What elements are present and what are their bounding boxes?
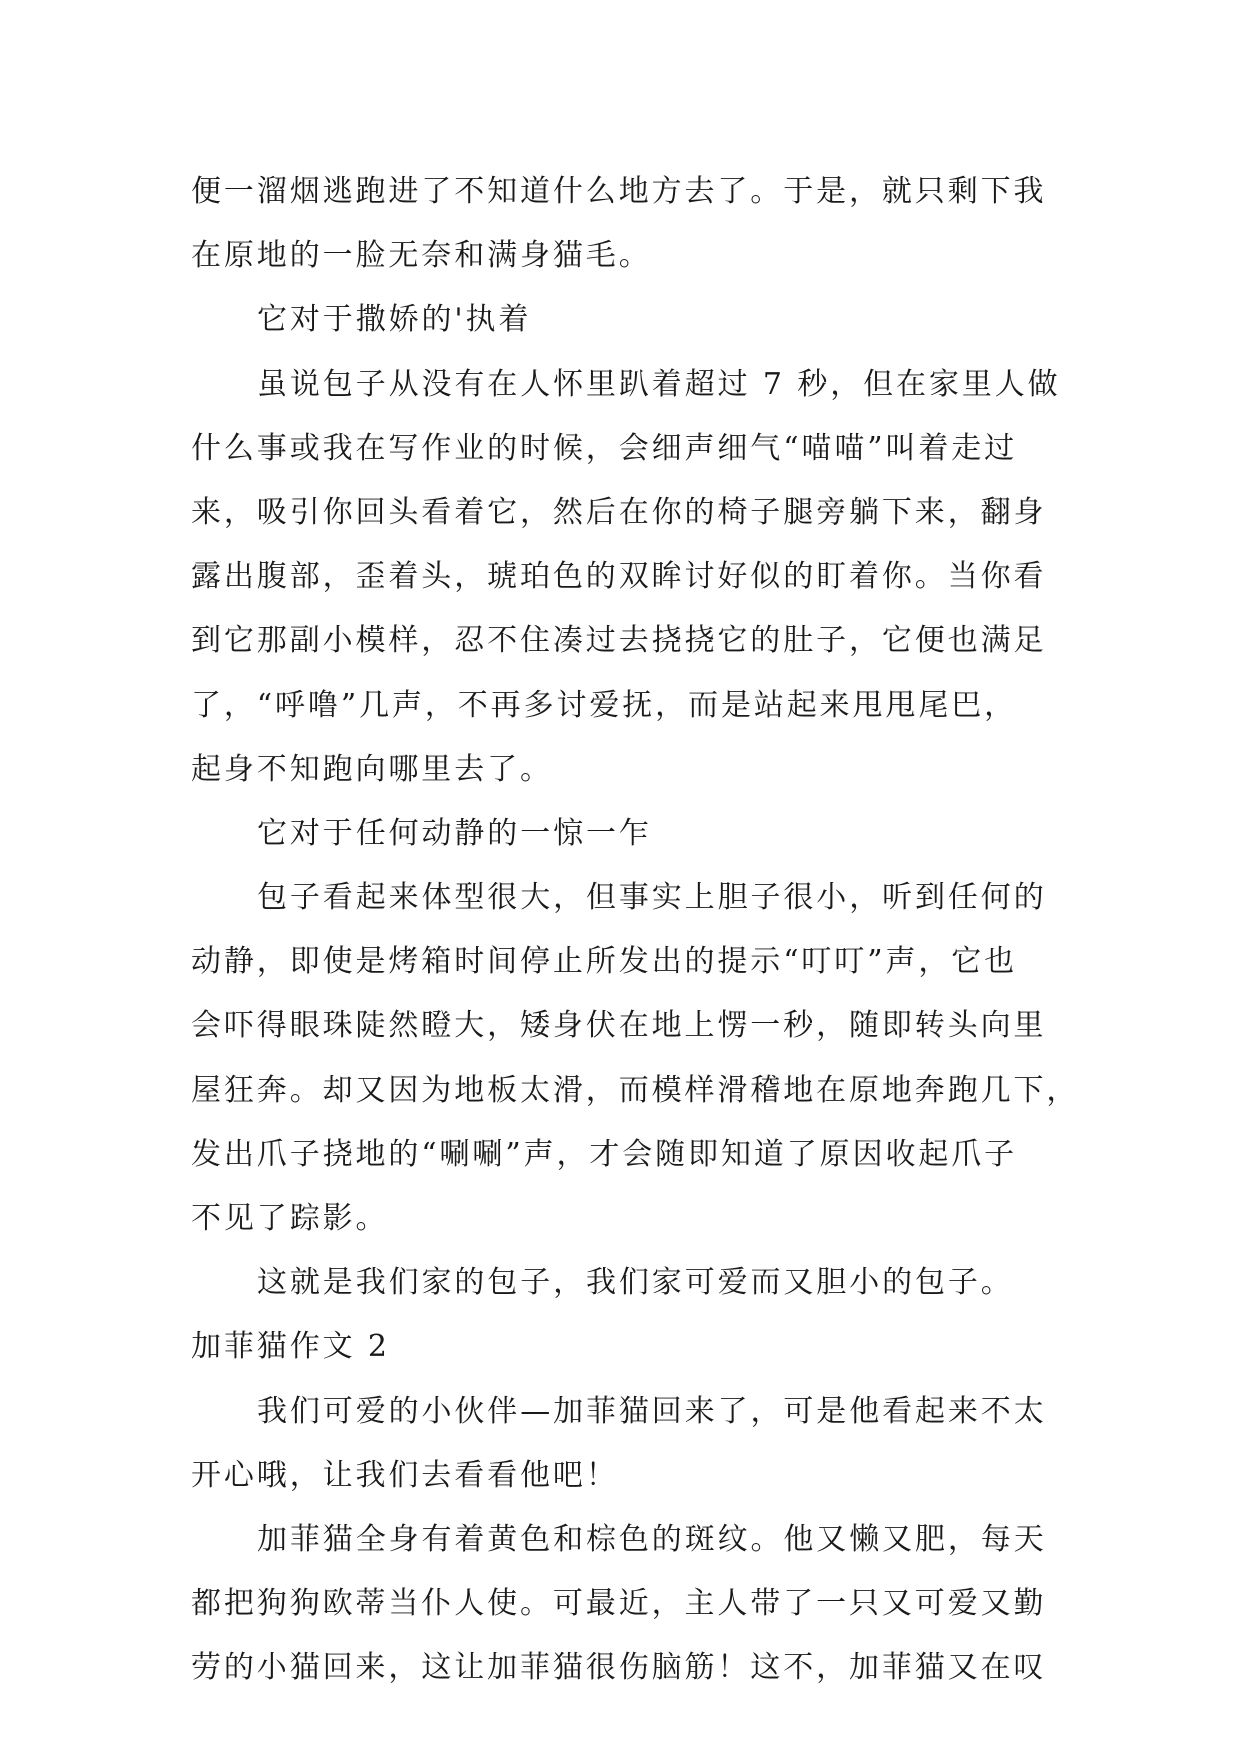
paragraph-line: 开心哦，让我们去看看他吧！ <box>191 1457 619 1493</box>
paragraph-line: 劳的小猫回来，这让加菲猫很伤脑筋！这不，加菲猫又在叹 <box>191 1650 1047 1686</box>
paragraph-line: 到它那副小模样，忍不住凑过去挠挠它的肚子，它便也满足 <box>191 623 1047 659</box>
paragraph-line: 加菲猫全身有着黄色和棕色的斑纹。他又懒又肥，每天 <box>257 1521 1047 1557</box>
paragraph-line: 屋狂奔。却又因为地板太滑，而模样滑稽地在原地奔跑几下， <box>191 1072 1080 1108</box>
paragraph-line: 虽说包子从没有在人怀里趴着超过 7 秒，但在家里人做 <box>257 366 1061 402</box>
paragraph-line: 起身不知跑向哪里去了。 <box>191 751 553 787</box>
paragraph-line: 在原地的一脸无奈和满身猫毛。 <box>191 238 652 274</box>
paragraph-line: 发出爪子挠地的“唰唰”声，才会随即知道了原因收起爪子 <box>191 1136 1018 1172</box>
essay-title: 加菲猫作文 2 <box>191 1329 390 1365</box>
paragraph-line: 露出腹部，歪着头，琥珀色的双眸讨好似的盯着你。当你看 <box>191 559 1047 595</box>
essay-body <box>191 160 1080 1701</box>
paragraph-line: 便一溜烟逃跑进了不知道什么地方去了。于是，就只剩下我 <box>191 174 1047 209</box>
paragraph-line: 来，吸引你回头看着它，然后在你的椅子腿旁躺下来，翻身 <box>191 494 1047 530</box>
section-heading: 它对于撒娇的'执着 <box>257 302 532 338</box>
paragraph-line: 会吓得眼珠陡然瞪大，矮身伏在地上愣一秒，随即转头向里 <box>191 1008 1047 1044</box>
paragraph-line: 不见了踪影。 <box>191 1201 389 1236</box>
paragraph-line: 包子看起来体型很大，但事实上胆子很小，听到任何的 <box>257 880 1047 916</box>
paragraph-line: 这就是我们家的包子，我们家可爱而又胆小的包子。 <box>257 1265 1014 1301</box>
paragraph-line: 我们可爱的小伙伴—加菲猫回来了，可是他看起来不太 <box>257 1393 1047 1429</box>
paragraph-line: 什么事或我在写作业的时候，会细声细气“喵喵”叫着走过 <box>191 430 1018 466</box>
paragraph-line: 动静，即使是烤箱时间停止所发出的提示“叮叮”声，它也 <box>191 944 1018 980</box>
paragraph-line: 了，“呼噜”几声，不再多讨爱抚，而是站起来甩甩尾巴， <box>191 687 1018 723</box>
section-heading: 它对于任何动静的一惊一乍 <box>257 815 652 851</box>
paragraph-line: 都把狗狗欧蒂当仆人使。可最近，主人带了一只又可爱又勤 <box>191 1586 1047 1622</box>
